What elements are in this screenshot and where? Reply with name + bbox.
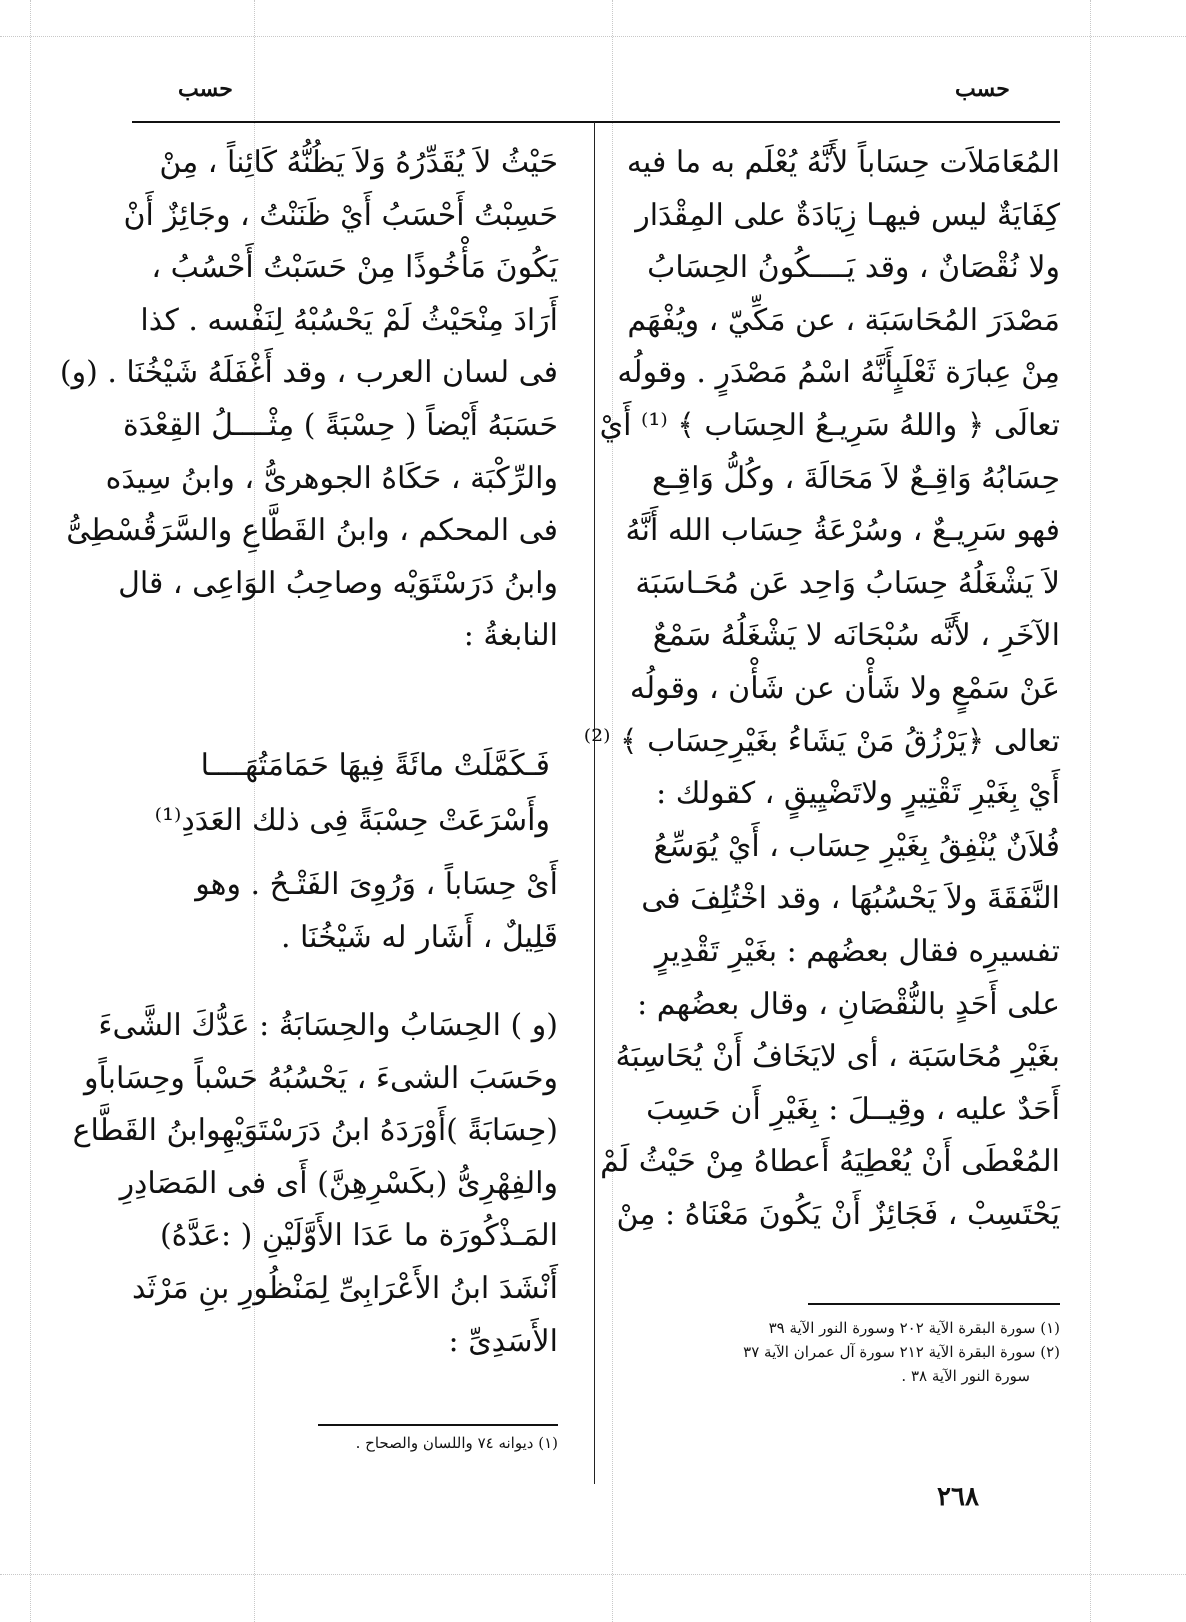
text-line: يَحْتَسِبْ ، فَجَائِزٌ أَنْ يَكُونَ مَعْنَاهُ : مِنْ — [616, 1196, 1060, 1232]
text-line: المُعَامَلاَت حِسَاباً لأَنَّهُ يُعْلَم به ما فيه — [626, 145, 1060, 180]
text-line: حَسِبْتُ أَحْسَبُ أَيْ ظَنَنْتُ ، وجَائِزٌ أَنْ — [123, 197, 558, 233]
right-footnotes — [600, 1316, 1060, 1388]
scan-guide — [30, 0, 31, 1622]
text-line: المَـذْكُورَة ما عَدَا الأَوَّلَيْنِ ( :عَدَّهُ) — [159, 1218, 558, 1254]
text-line: أَيْ بِغَيْرِ تَقْتِيرٍ ولاتَضْيِيقٍ ، كقولك : — [656, 776, 1060, 812]
scan-guide — [0, 1574, 1186, 1575]
footnote-rule — [318, 1424, 558, 1426]
text-line: الآخَرِ ، لأَنَّه سُبْحَانَه لا يَشْغَلُهُ سَمْعٌ — [652, 618, 1060, 654]
text-line: الأَسَدِىِّ : — [448, 1323, 558, 1359]
page-number: ٢٦٨ — [937, 1482, 979, 1512]
text-line: حَسَبَهُ أَيْضاً ( حِسْبَةً ) مِثْــــلُ القِعْدَة — [123, 407, 558, 443]
left-column-middle — [132, 859, 558, 964]
text-line: بغَيْرِ مُحَاسَبَة ، أى لايَخَافُ أَنْ يُحَاسِبَهُ — [615, 1039, 1060, 1075]
text-line: مِنْ عِبارَة ثَعْلَبٍأَنَّهُ اسْمُ مَصْدَرٍ . وقولُه — [617, 355, 1060, 391]
footnote: (١) سورة البقرة الآية ٢٠٢ وسورة النور الآية ٣٩ — [768, 1319, 1060, 1337]
header-rule — [132, 121, 1060, 123]
text-line: فُلاَنٌ يُنْفِقُ بِغَيْرِ حِسَاب ، أَيْ يُوَسِّعُ — [653, 828, 1060, 864]
text-line: على أَحَدٍ بالنُّقْصَانِ ، وقال بعضُهم : — [637, 986, 1060, 1022]
text-line: أَحَدٌ عليه ، وقِيــلَ : بِغَيْرِ أَن حَسِبَ — [646, 1091, 1060, 1127]
text-line: والفِهْرِىُّ (بكَسْرِهِنَّ) أَى فى المَصَادِرِ — [119, 1165, 558, 1201]
text-line: تعالَى ﴿ واللهُ سَرِيـعُ الحِسَاب ﴾ ⁽¹⁾ أَيْ — [599, 407, 1060, 443]
footnote: (١) ديوانه ٧٤ واللسان والصحاح . — [355, 1434, 558, 1452]
column-divider — [594, 122, 595, 1484]
text-line: (و ) الحِسَابُ والحِسَابَةُ : عَدُّكَ الشَّىءَ — [98, 1008, 558, 1043]
text-line: فى لسان العرب ، وقد أَغْفَلَهُ شَيْخُنَا . (و) — [59, 355, 558, 391]
left-column-top — [59, 137, 558, 663]
left-column-bottom — [72, 1000, 558, 1368]
running-head-right: حسب — [955, 76, 1010, 102]
text-line: وابنُ دَرَسْتَوَيْه وصاحِبُ الوَاعِى ، قال — [118, 565, 558, 601]
text-line: أَىْ حِسَاباً ، وَرُوِىَ الفَتْـحُ . وهو — [195, 867, 558, 902]
running-head-left: حسب — [178, 76, 233, 102]
right-column — [583, 137, 1060, 1241]
text-line: وحَسَبَ الشىءَ ، يَحْسُبُهُ حَسْباً وحِسَاباًو — [84, 1060, 558, 1096]
text-line: يَكُونَ مَأْخُوذًا مِنْ حَسَبْتُ أَحْسُبُ ، — [151, 250, 558, 286]
text-line: قَلِيلٌ ، أَشَار له شَيْخُنَا . — [280, 919, 558, 955]
verse-hemistich-2: وأَسْرَعَتْ حِسْبَةً فِى ذلك العَدَدِ⁽¹⁾ — [154, 803, 550, 838]
text-line: كِفَايَةٌ ليس فيهـا زِيَادَةٌ على المِقْدَار — [635, 197, 1060, 233]
text-line: فهو سَرِيـعٌ ، وسُرْعَةُ حِسَاب الله أَنَّهُ — [625, 513, 1060, 549]
text-line: فى المحكم ، وابنُ القَطَّاعِ والسَّرَقُسْطِىُّ — [66, 513, 558, 549]
verse-hemistich-1: فَـكَمَّلَتْ مائَةً فِيهَا حَمَامَتُهَــــا — [200, 748, 550, 783]
text-line: المُعْطَى أَنْ يُعْطِيَهُ أَعطاهُ مِنْ حَيْثُ لَمْ — [600, 1144, 1060, 1180]
footnote: سورة النور الآية ٣٨ . — [901, 1367, 1030, 1385]
text-line: تفسيرِه فقال بعضُهم : بغَيْرِ تَقْدِيرٍ — [654, 933, 1060, 969]
footnote: (٢) سورة البقرة الآية ٢١٢ سورة آل عمران الآية ٣٧ — [743, 1343, 1060, 1361]
left-footnotes — [250, 1431, 558, 1455]
scan-guide — [0, 36, 1186, 37]
scan-guide — [1090, 0, 1091, 1622]
text-line: مَصْدَرَ المُحَاسَبَة ، عن مَكِّيّ ، ويُفْهَم — [627, 302, 1060, 338]
text-line: لاَ يَشْغَلُهُ حِسَابُ وَاحِد عَن مُحَـاسَبَة — [635, 565, 1060, 601]
text-line: النابغةُ : — [463, 618, 558, 654]
text-line: ولا نُقْصَانٌ ، وقد يَــــكُونُ الحِسَابُ — [647, 250, 1060, 286]
text-line: عَنْ سَمْعٍ ولا شَأْن عن شَأْن ، وقولُه — [629, 670, 1060, 706]
text-line: حِسَابُهُ وَاقِـعٌ لاَ مَحَالَةَ ، وكُلُّ وَاقِـع — [651, 460, 1060, 496]
text-line: والرِّكْبَة ، حَكَاهُ الجوهرىُّ ، وابنُ سِيدَه — [105, 460, 558, 496]
text-line: (حِسَابَةً )أَوْرَدَهُ ابنُ دَرَسْتَوَيْهِوابنُ القَطَّاع — [72, 1113, 558, 1149]
text-line: النَّفَقَةَ ولاَ يَحْسُبُهَا ، وقد اخْتُلِفَ فى — [641, 881, 1060, 917]
text-line: أَنْشَدَ ابنُ الأَعْرَابِىِّ لِمَنْظُورِ بنِ مَرْثَد — [131, 1270, 558, 1306]
footnote-rule — [808, 1303, 1060, 1305]
text-line: تعالى ﴿يَرْزُقُ مَنْ يَشَاءُ بغَيْرِحِسَاب ﴾ ⁽²⁾ — [583, 723, 1060, 759]
text-line: حَيْثُ لاَ يُقَدِّرُهُ وَلاَ يَظُنُّهُ كَائِناً ، مِنْ — [159, 145, 558, 180]
text-line: أَرَادَ مِنْحَيْثُ لَمْ يَحْسُبْهُ لِنَفْسه . كذا — [140, 302, 558, 338]
